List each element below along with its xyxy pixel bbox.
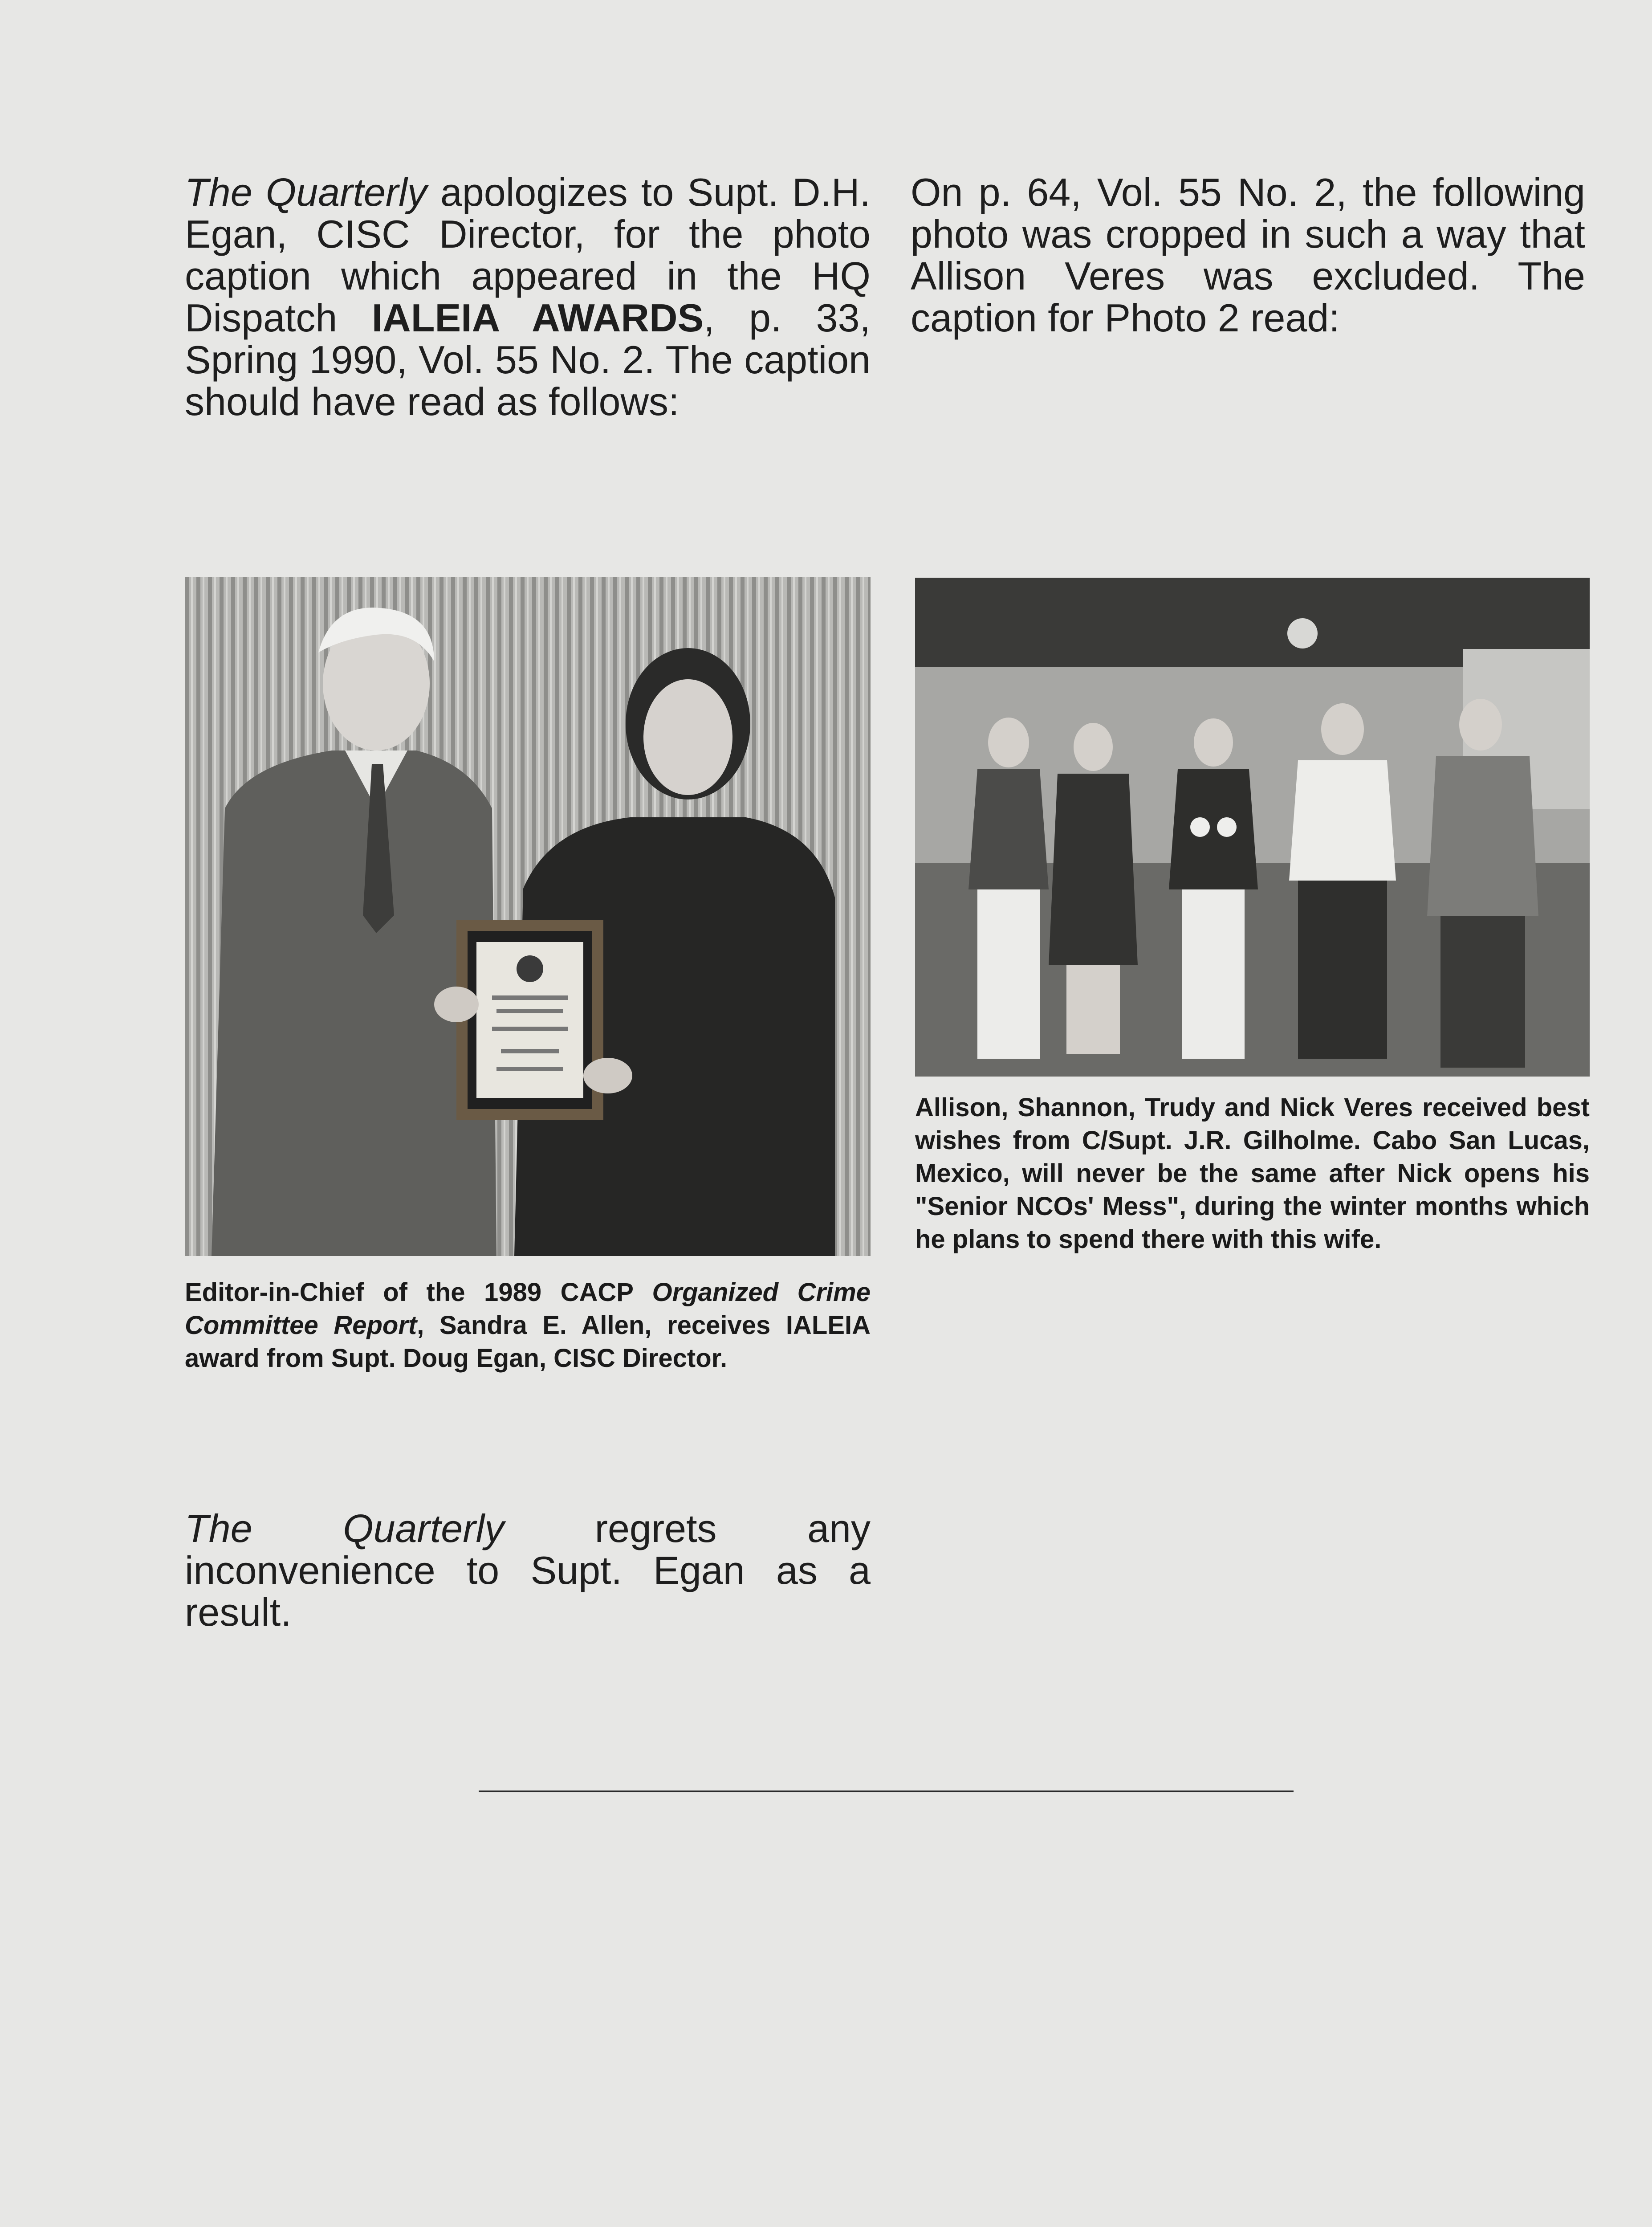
apology-paragraph [185,171,871,423]
caption-1-text-1: Editor-in-Chief of the 1989 CACP [185,1278,652,1307]
apology-text-1: apologizes to Supt. D.H. Egan, CISC Director, for the photo caption which appeared in the HQ Dispatch [185,170,871,340]
publication-name-2: The Quarterly [185,1506,505,1550]
caption-1-text-2: , Sandra E. Allen, receives IALEIA award from Supt. Doug Egan, CISC Director. [185,1311,871,1373]
group-photo-illustration [915,578,1590,1077]
report-title: Organized Crime Committee Report [185,1278,871,1340]
award-photo-illustration [185,577,871,1256]
award-title: IALEIA AWARDS [371,296,704,340]
section-divider [479,1791,1294,1792]
group-photo-caption: Allison, Shannon, Trudy and Nick Veres received best wishes from C/Supt. J.R. Gilholme. Cabo San Lucas, Mexico, will never be the same after Nick opens his "Senior NCOs' Mess", during the winter months which he plans to spend there with this wife. [915,1093,1590,1254]
regret-text: regrets any inconvenience to Supt. Egan as a result. [185,1506,871,1634]
apology-text-2: , p. 33, Spring 1990, Vol. 55 No. 2. The caption should have read as follows: [185,296,871,424]
award-presentation-photo [185,577,871,1256]
publication-name: The Quarterly [185,170,427,214]
award-photo-caption [185,1276,871,1375]
regret-paragraph [185,1508,871,1633]
farewell-group-photo [915,578,1590,1077]
cropping-paragraph: On p. 64, Vol. 55 No. 2, the following photo was cropped in such a way that Allison Veres was excluded. The caption for Photo 2 read: [911,170,1585,340]
